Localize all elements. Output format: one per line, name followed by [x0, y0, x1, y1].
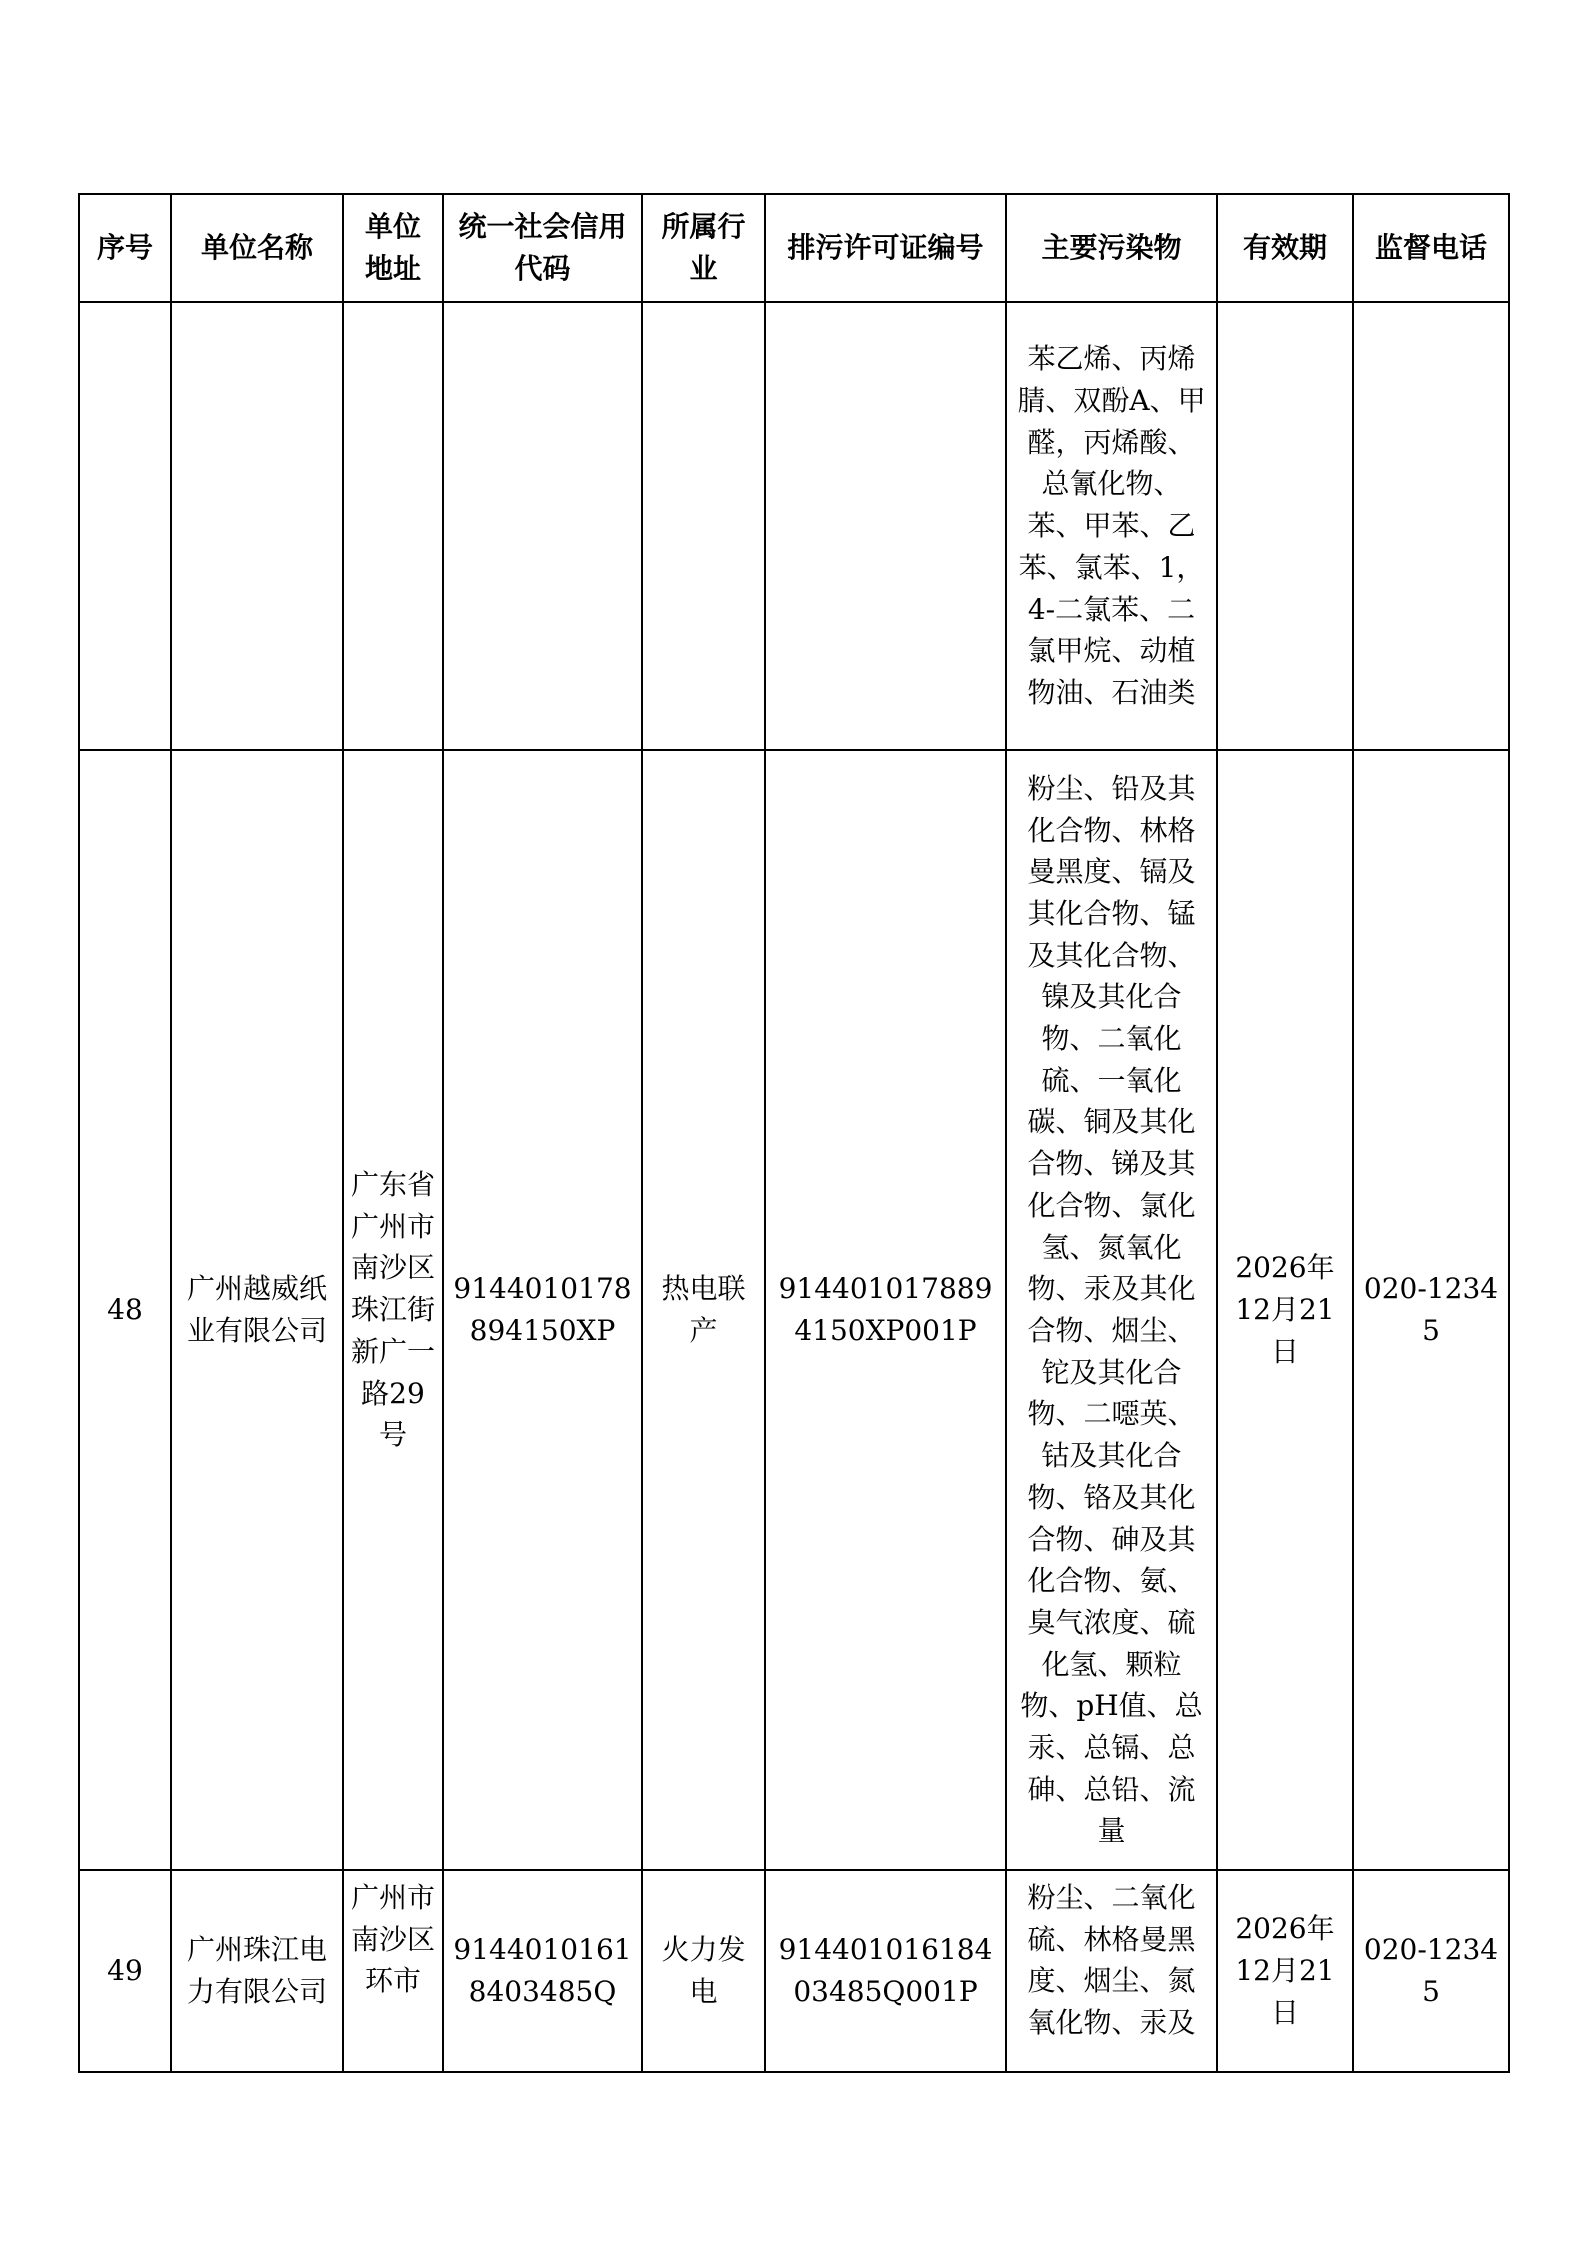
pollution-permit-table [78, 193, 1510, 2073]
table-row [79, 750, 1509, 1870]
validity-year: 2026年 [1235, 1912, 1335, 1946]
cell-phone: 020-12345 [1353, 1870, 1509, 2072]
cell-credit-code [443, 302, 642, 750]
cell-validity [1217, 302, 1353, 750]
cell-industry [642, 302, 765, 750]
header-row [79, 194, 1509, 302]
cell-address [343, 302, 443, 750]
cell-index: 48 [79, 750, 171, 1870]
cell-permit-no [765, 302, 1006, 750]
cell-address: 广东省广州市南沙区珠江街新广一路29号 [343, 750, 443, 1870]
cell-phone [1353, 302, 1509, 750]
header-pollutants: 主要污染物 [1006, 194, 1217, 302]
validity-date: 12月21日 [1235, 1954, 1335, 2029]
header-unit-name: 单位名称 [171, 194, 343, 302]
header-credit-code: 统一社会信用代码 [443, 194, 642, 302]
header-industry: 所属行业 [642, 194, 765, 302]
header-address: 单位地址 [343, 194, 443, 302]
cell-address: 广州市南沙区环市 [343, 1870, 443, 2072]
cell-unit-name [171, 302, 343, 750]
cell-index: 49 [79, 1870, 171, 2072]
cell-pollutants: 苯乙烯、丙烯腈、双酚A、甲醛，丙烯酸、总氰化物、苯、甲苯、乙苯、氯苯、1，4-二氯苯、二氯甲烷、动植物油、石油类 [1006, 302, 1217, 750]
table-row [79, 1870, 1509, 2072]
cell-industry: 火力发电 [642, 1870, 765, 2072]
header-validity: 有效期 [1217, 194, 1353, 302]
cell-unit-name: 广州珠江电力有限公司 [171, 1870, 343, 2072]
cell-validity [1217, 750, 1353, 1870]
header-permit-no: 排污许可证编号 [765, 194, 1006, 302]
cell-pollutants: 粉尘、铅及其化合物、林格曼黑度、镉及其化合物、锰及其化合物、镍及其化合物、二氧化硫、一氧化碳、铜及其化合物、锑及其化合物、氯化氢、氮氧化物、汞及其化合物、烟尘、铊及其化合物、二噁英、钴及其化合物、铬及其化合物、砷及其化合物、氨、臭气浓度、硫化氢、颗粒物、pH值、总汞、总镉、总砷、总铅、流量 [1006, 750, 1217, 1870]
cell-permit-no: 91440101618403485Q001P [765, 1870, 1006, 2072]
header-phone: 监督电话 [1353, 194, 1509, 302]
cell-credit-code: 91440101618403485Q [443, 1870, 642, 2072]
table-body [79, 302, 1509, 2072]
header-index: 序号 [79, 194, 171, 302]
cell-unit-name: 广州越威纸业有限公司 [171, 750, 343, 1870]
cell-permit-no: 9144010178894150XP001P [765, 750, 1006, 1870]
cell-index [79, 302, 171, 750]
cell-credit-code: 9144010178894150XP [443, 750, 642, 1870]
cell-industry: 热电联产 [642, 750, 765, 1870]
cell-phone: 020-12345 [1353, 750, 1509, 1870]
table-header [79, 194, 1509, 302]
cell-validity [1217, 1870, 1353, 2072]
table-row [79, 302, 1509, 750]
validity-year: 2026年 [1235, 1251, 1335, 1285]
validity-date: 12月21日 [1235, 1293, 1335, 1368]
cell-pollutants: 粉尘、二氧化硫、林格曼黑度、烟尘、氮氧化物、汞及 [1006, 1870, 1217, 2072]
